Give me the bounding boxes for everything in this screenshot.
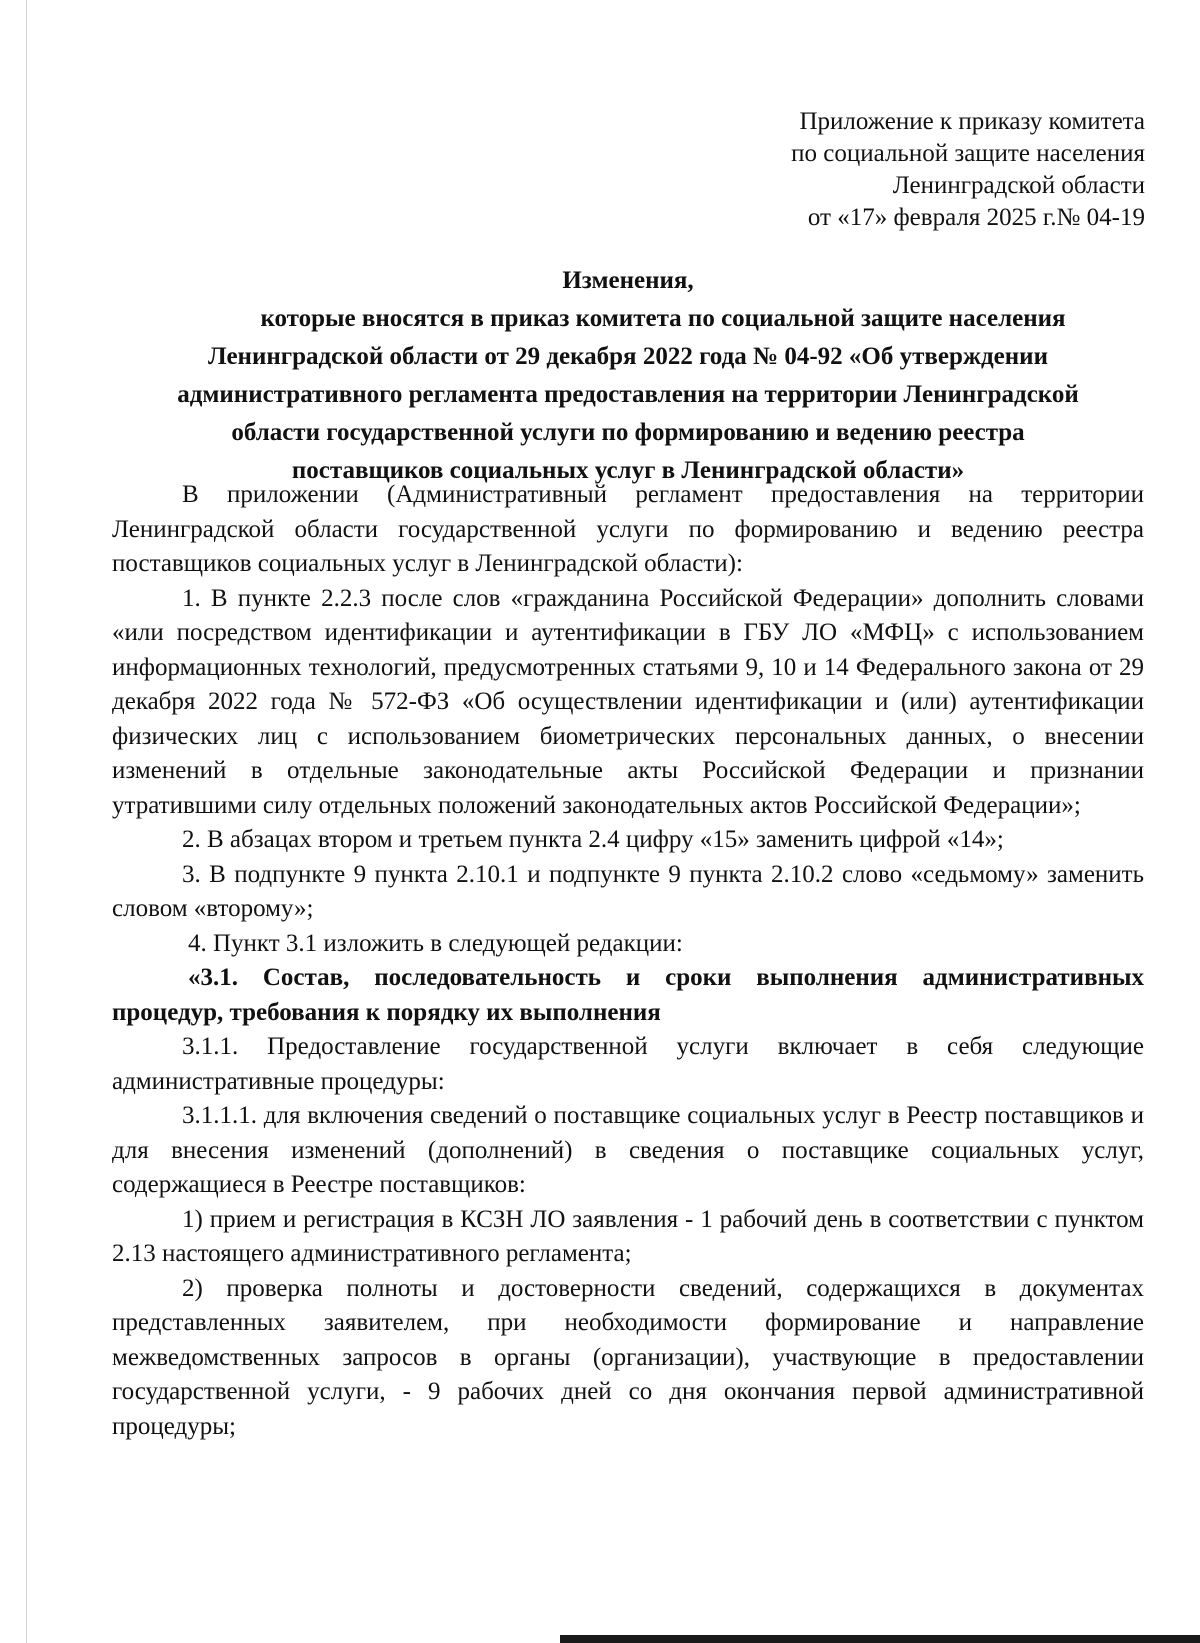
approval-line-1: Приложение к приказу комитета xyxy=(799,108,1145,135)
paragraph-procedure-2: 2) проверка полноты и достоверности сведений, содержащихся в документах представленных заявителем, при необходимости формирование и направление межведомственных запросов в органы (организации), участвующие в предоставлении государственной услуги, - 9 рабочих дней со дня окончания первой административной процедуры; xyxy=(112,1274,1144,1440)
scan-edge-bottom xyxy=(560,1635,1200,1643)
scan-edge-left xyxy=(26,0,27,1643)
paragraph-intro: В приложении (Административный регламент предоставления на территории Ленинградской области государственной услуги по формированию и ведению реестра поставщиков социальных услуг в Ленинградской области): xyxy=(112,481,1144,577)
approval-line-2: по социальной защите населения xyxy=(791,140,1145,167)
document-title xyxy=(112,262,1144,490)
approval-line-3: Ленинградской области xyxy=(892,172,1145,199)
paragraph-section-heading: «3.1. Состав, последовательность и сроки выполнения административных процедур, требования к порядку их выполнения xyxy=(112,964,1144,1026)
paragraph-item-2: 2. В абзацах втором и третьем пункта 2.4 цифру «15» заменить цифрой «14»; xyxy=(182,826,1004,853)
paragraph-item-1: 1. В пункте 2.2.3 после слов «гражданина Российской Федерации» дополнить словами «или посредством идентификации и аутентификации в ГБУ ЛО «МФЦ» с использованием информационных технологий, предусмотренных статьями 9, 10 и 14 Федерального закона от 29 декабря 2022 года № 572-ФЗ «Об осуществлении идентификации и (или) аутентификации физических лиц с использованием биометрических персональных данных, о внесении изменений в отдельные законодательные акты Российской Федерации и признании утратившими силу отдельных положений законодательных актов Российской Федерации»; xyxy=(112,584,1144,819)
paragraph-item-3: 3. В подпункте 9 пункта 2.10.1 и подпункте 9 пункта 2.10.2 слово «седьмому» заменить словом «второму»; xyxy=(112,860,1144,922)
paragraph-3-1-1: 3.1.1. Предоставление государственной услуги включает в себя следующие административные процедуры: xyxy=(112,1033,1144,1095)
approval-line-4: от «17» февраля 2025 г.№ 04-19 xyxy=(807,204,1145,231)
title-line-3: Ленинградской области от 29 декабря 2022 года № 04-92 «Об утверждении xyxy=(208,343,1048,370)
paragraph-item-4: 4. Пункт 3.1 изложить в следующей редакции: xyxy=(188,929,683,957)
title-line-1: Изменения, xyxy=(562,267,694,294)
title-line-6: поставщиков социальных услуг в Ленинградской области» xyxy=(291,457,965,484)
title-line-4: административного регламента предоставления на территории Ленинградской xyxy=(177,381,1079,408)
document-body xyxy=(112,478,1144,1444)
title-line-2: которые вносятся в приказ комитета по социальной защите населения xyxy=(260,305,1066,332)
approval-stamp-block xyxy=(791,106,1145,234)
paragraph-3-1-1-1: 3.1.1.1. для включения сведений о поставщике социальных услуг в Реестр поставщиков и для внесения изменений (дополнений) в сведения о поставщике социальных услуг, содержащиеся в Реестре поставщиков: xyxy=(112,1102,1144,1198)
title-line-5: области государственной услуги по формированию и ведению реестра xyxy=(231,419,1025,446)
paragraph-procedure-1: 1) прием и регистрация в КСЗН ЛО заявления - 1 рабочий день в соответствии с пунктом 2.13 настоящего административного регламента; xyxy=(112,1205,1144,1267)
